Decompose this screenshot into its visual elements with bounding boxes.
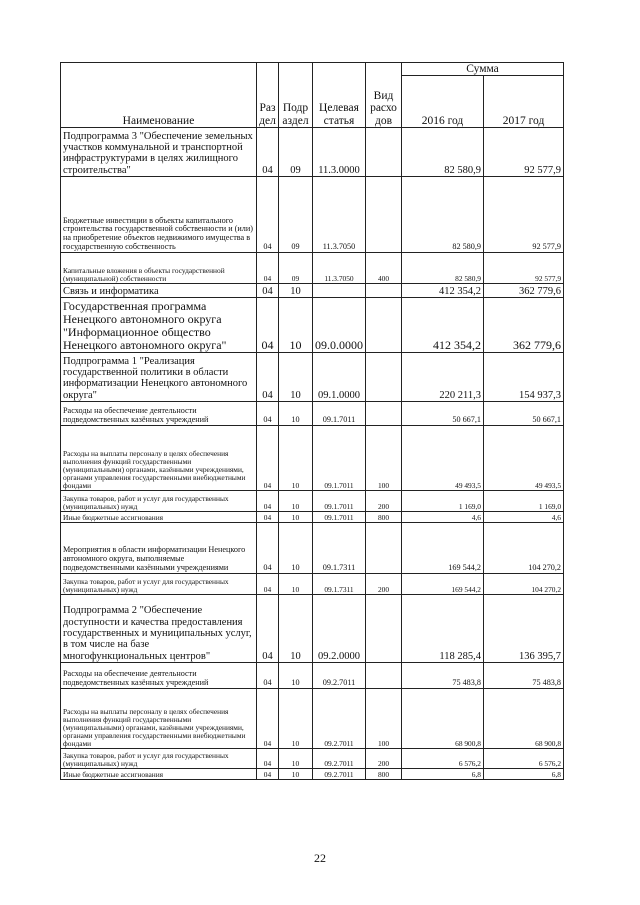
row-value-2016: 75 483,8 xyxy=(402,663,484,689)
row-target: 09.1.7011 xyxy=(313,426,366,491)
row-value-2016: 6,8 xyxy=(402,769,484,780)
row-name: Подпрограмма 2 "Обеспечение доступности и качества предоставления государственных и муниципальных услуг, в том числе на базе многофункциональных центров" xyxy=(61,595,257,663)
row-target: 09.2.7011 xyxy=(313,689,366,749)
table-row xyxy=(61,595,564,663)
row-target: 11.3.0000 xyxy=(313,128,366,177)
row-expense-type: 200 xyxy=(366,574,402,595)
row-name: Подпрограмма 3 "Обеспечение земельных участков коммунальной и транспортной инфраструктурами в целях жилищного строительства" xyxy=(61,128,257,177)
row-expense-type: 100 xyxy=(366,426,402,491)
row-expense-type xyxy=(366,595,402,663)
table-row xyxy=(61,512,564,523)
row-name: Мероприятия в области информатизации Ненецкого автономного округа, выполняемые подведомственными казёнными учреждениями xyxy=(61,523,257,574)
row-name: Закупка товаров, работ и услуг для государственных (муниципальных) нужд xyxy=(61,574,257,595)
header-podrazdel: Подр аздел xyxy=(279,63,313,128)
row-name: Государственная программа Ненецкого автономного округа "Информационное общество Ненецкого автономного округа" xyxy=(61,298,257,353)
page-number: 22 xyxy=(314,851,326,865)
row-value-2016: 412 354,2 xyxy=(402,298,484,353)
row-podrazdel: 10 xyxy=(279,512,313,523)
table-row xyxy=(61,749,564,769)
table-row xyxy=(61,574,564,595)
header-sum: Сумма xyxy=(402,63,564,76)
row-razdel: 04 xyxy=(257,523,279,574)
row-expense-type xyxy=(366,284,402,298)
row-value-2016: 412 354,2 xyxy=(402,284,484,298)
row-razdel: 04 xyxy=(257,749,279,769)
row-target: 09.2.0000 xyxy=(313,595,366,663)
table-row xyxy=(61,298,564,353)
row-value-2017: 104 270,2 xyxy=(484,574,564,595)
row-expense-type xyxy=(366,177,402,253)
row-target: 11.3.7050 xyxy=(313,177,366,253)
row-value-2016: 82 580,9 xyxy=(402,128,484,177)
row-target: 09.1.0000 xyxy=(313,353,366,402)
row-value-2016: 169 544,2 xyxy=(402,523,484,574)
row-podrazdel: 10 xyxy=(279,523,313,574)
header-target: Целевая статья xyxy=(313,63,366,128)
row-expense-type xyxy=(366,663,402,689)
row-value-2017: 92 577,9 xyxy=(484,128,564,177)
row-expense-type xyxy=(366,128,402,177)
row-value-2016: 82 580,9 xyxy=(402,253,484,284)
row-value-2017: 50 667,1 xyxy=(484,402,564,426)
row-value-2017: 104 270,2 xyxy=(484,523,564,574)
table-row xyxy=(61,253,564,284)
table-row xyxy=(61,689,564,749)
row-value-2017: 92 577,9 xyxy=(484,177,564,253)
row-name: Капитальные вложения в объекты государственной (муниципальной) собственности xyxy=(61,253,257,284)
row-value-2016: 49 493,5 xyxy=(402,426,484,491)
row-expense-type: 200 xyxy=(366,749,402,769)
row-value-2017: 154 937,3 xyxy=(484,353,564,402)
row-name: Расходы на выплаты персоналу в целях обеспечения выполнения функций государственными (муниципальными) органами, казёнными учреждениями, органами управления государственными внебюджетными фондами xyxy=(61,426,257,491)
row-podrazdel: 10 xyxy=(279,284,313,298)
row-name: Закупка товаров, работ и услуг для государственных (муниципальных) нужд xyxy=(61,749,257,769)
header-year-2016: 2016 год xyxy=(402,76,484,128)
row-name: Расходы на обеспечение деятельности подведомственных казённых учреждений xyxy=(61,663,257,689)
row-value-2017: 1 169,0 xyxy=(484,491,564,512)
row-name: Расходы на обеспечение деятельности подведомственных казённых учреждений xyxy=(61,402,257,426)
row-expense-type: 100 xyxy=(366,689,402,749)
row-target: 11.3.7050 xyxy=(313,253,366,284)
row-name: Расходы на выплаты персоналу в целях обеспечения выполнения функций государственными (муниципальными) органами, казёнными учреждениями, органами управления государственными внебюджетными фондами xyxy=(61,689,257,749)
row-target xyxy=(313,284,366,298)
row-value-2017: 136 395,7 xyxy=(484,595,564,663)
header-razdel: Раз дел xyxy=(257,63,279,128)
row-value-2017: 68 900,8 xyxy=(484,689,564,749)
row-value-2017: 92 577,9 xyxy=(484,253,564,284)
row-value-2016: 50 667,1 xyxy=(402,402,484,426)
row-target: 09.2.7011 xyxy=(313,769,366,780)
table-row xyxy=(61,663,564,689)
row-razdel: 04 xyxy=(257,353,279,402)
table-row xyxy=(61,402,564,426)
row-podrazdel: 10 xyxy=(279,769,313,780)
row-name: Иные бюджетные ассигнования xyxy=(61,769,257,780)
row-expense-type xyxy=(366,298,402,353)
row-podrazdel: 10 xyxy=(279,663,313,689)
row-name: Подпрограмма 1 "Реализация государственной политики в области информатизации Ненецкого автономного округа" xyxy=(61,353,257,402)
row-expense-type xyxy=(366,353,402,402)
row-target: 09.1.7311 xyxy=(313,574,366,595)
row-target: 09.1.7011 xyxy=(313,402,366,426)
row-target: 09.1.7011 xyxy=(313,512,366,523)
row-expense-type xyxy=(366,523,402,574)
row-razdel: 04 xyxy=(257,769,279,780)
row-target: 09.1.7011 xyxy=(313,491,366,512)
row-value-2016: 4,6 xyxy=(402,512,484,523)
row-razdel: 04 xyxy=(257,574,279,595)
row-podrazdel: 10 xyxy=(279,491,313,512)
row-value-2017: 362 779,6 xyxy=(484,284,564,298)
row-value-2016: 68 900,8 xyxy=(402,689,484,749)
row-value-2017: 6,8 xyxy=(484,769,564,780)
row-value-2017: 6 576,2 xyxy=(484,749,564,769)
row-razdel: 04 xyxy=(257,284,279,298)
row-podrazdel: 10 xyxy=(279,689,313,749)
table-row xyxy=(61,353,564,402)
table-row xyxy=(61,426,564,491)
table-row xyxy=(61,491,564,512)
row-value-2016: 82 580,9 xyxy=(402,177,484,253)
row-value-2016: 118 285,4 xyxy=(402,595,484,663)
row-name: Бюджетные инвестиции в объекты капитального строительства государственной собственности и (или) на приобретение объектов недвижимого имущества в государственную собственность xyxy=(61,177,257,253)
row-podrazdel: 10 xyxy=(279,426,313,491)
row-value-2016: 1 169,0 xyxy=(402,491,484,512)
row-value-2017: 49 493,5 xyxy=(484,426,564,491)
row-expense-type: 400 xyxy=(366,253,402,284)
row-name: Связь и информатика xyxy=(61,284,257,298)
row-expense-type: 800 xyxy=(366,769,402,780)
header-expense-type: Вид расхо дов xyxy=(366,63,402,128)
row-razdel: 04 xyxy=(257,402,279,426)
row-podrazdel: 09 xyxy=(279,177,313,253)
row-podrazdel: 09 xyxy=(279,128,313,177)
row-razdel: 04 xyxy=(257,253,279,284)
row-value-2016: 6 576,2 xyxy=(402,749,484,769)
row-value-2017: 75 483,8 xyxy=(484,663,564,689)
header-name: Наименование xyxy=(61,63,257,128)
row-podrazdel: 10 xyxy=(279,749,313,769)
row-razdel: 04 xyxy=(257,689,279,749)
row-podrazdel: 10 xyxy=(279,402,313,426)
row-razdel: 04 xyxy=(257,663,279,689)
row-name: Закупка товаров, работ и услуг для государственных (муниципальных) нужд xyxy=(61,491,257,512)
table-row xyxy=(61,769,564,780)
row-expense-type xyxy=(366,402,402,426)
row-expense-type: 800 xyxy=(366,512,402,523)
table-row xyxy=(61,284,564,298)
budget-table xyxy=(60,62,564,780)
row-podrazdel: 10 xyxy=(279,353,313,402)
table-row xyxy=(61,523,564,574)
table-row xyxy=(61,177,564,253)
row-target: 09.1.7311 xyxy=(313,523,366,574)
row-name: Иные бюджетные ассигнования xyxy=(61,512,257,523)
row-expense-type: 200 xyxy=(366,491,402,512)
row-value-2017: 4,6 xyxy=(484,512,564,523)
row-razdel: 04 xyxy=(257,512,279,523)
row-value-2016: 169 544,2 xyxy=(402,574,484,595)
row-razdel: 04 xyxy=(257,298,279,353)
row-target: 09.0.0000 xyxy=(313,298,366,353)
row-razdel: 04 xyxy=(257,491,279,512)
header-year-2017: 2017 год xyxy=(484,76,564,128)
row-razdel: 04 xyxy=(257,426,279,491)
row-value-2016: 220 211,3 xyxy=(402,353,484,402)
row-podrazdel: 10 xyxy=(279,574,313,595)
row-razdel: 04 xyxy=(257,177,279,253)
row-razdel: 04 xyxy=(257,595,279,663)
row-podrazdel: 09 xyxy=(279,253,313,284)
row-podrazdel: 10 xyxy=(279,595,313,663)
table-row xyxy=(61,128,564,177)
row-razdel: 04 xyxy=(257,128,279,177)
row-target: 09.2.7011 xyxy=(313,663,366,689)
row-podrazdel: 10 xyxy=(279,298,313,353)
row-value-2017: 362 779,6 xyxy=(484,298,564,353)
row-target: 09.2.7011 xyxy=(313,749,366,769)
